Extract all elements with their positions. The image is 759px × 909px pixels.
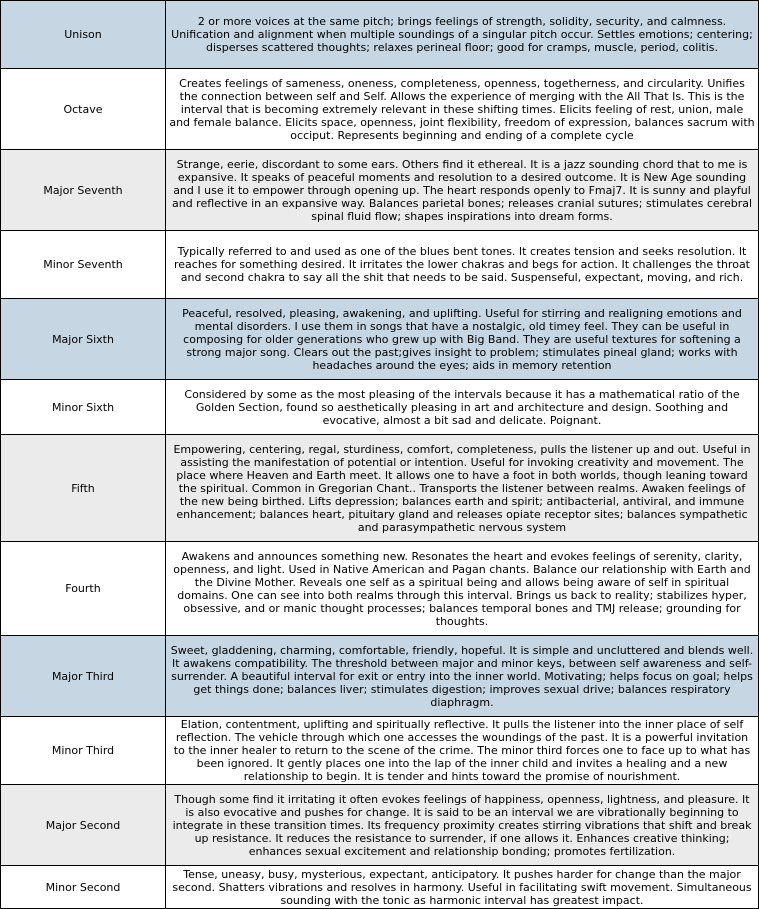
interval-row xyxy=(1,435,759,542)
interval-row xyxy=(1,1,759,69)
interval-name: Major Seventh xyxy=(1,150,166,231)
interval-description: Tense, uneasy, busy, mysterious, expectant, anticipatory. It pushes harder for change than the major second. Shatters vibrations and resolves in harmony. Useful in facilitating swift movement. Simultaneous sounding with the tonic as harmonic interval has greatest impact. xyxy=(166,866,759,909)
interval-description: Though some find it irritating it often evokes feelings of happiness, openness, lightness, and pleasure. It is also evocative and pushes for change. It is said to be an interval we are vibrationally beginning to integrate in these transition times. Its frequency proximity creates stirring vibrations that shift and break up resistance. It reduces the resistance to surrender, if one allows it. Enhances creative thinking; enhances sexual excitement and relationship bonding; promotes fertilization. xyxy=(166,785,759,866)
interval-name: Minor Second xyxy=(1,866,166,909)
intervals-table-body xyxy=(1,1,759,909)
interval-row xyxy=(1,380,759,435)
interval-row xyxy=(1,69,759,150)
interval-description: Considered by some as the most pleasing of the intervals because it has a mathematical ratio of the Golden Section, found so aesthetically pleasing in art and architecture and design. Soothing and evocative, almost a bit sad and delicate. Poignant. xyxy=(166,380,759,435)
interval-description: Creates feelings of sameness, oneness, completeness, openness, togetherness, and circularity. Unifies the connection between self and Self. Allows the experience of merging with the All That Is. This is the interval that is becoming extremely relevant in these shifting times. Elicits feeling of rest, union, male and female balance. Elicits space, openness, joint flexibility, freedom of expression, balances sacrum with occiput. Represents beginning and ending of a complete cycle xyxy=(166,69,759,150)
interval-description: Empowering, centering, regal, sturdiness, comfort, completeness, pulls the listener up and out. Useful in assisting the manifestation of potential or intention. Useful for invoking creativity and movement. The place where Heaven and Earth meet. It allows one to have a foot in both worlds, though leaning toward the spiritual. Common in Gregorian Chant.. Transports the listener between realms. Awaken feelings of the new being birthed. Lifts depression; balances earth and spirit; antibacterial, antiviral, and immune enhancement; balances heart, pituitary gland and releases opiate receptor sites; balances sympathetic and parasympathetic nervous system xyxy=(166,435,759,542)
interval-name: Minor Third xyxy=(1,717,166,785)
interval-name: Minor Seventh xyxy=(1,231,166,299)
interval-name: Major Second xyxy=(1,785,166,866)
interval-name: Fourth xyxy=(1,542,166,636)
interval-row xyxy=(1,636,759,717)
interval-name: Unison xyxy=(1,1,166,69)
interval-row xyxy=(1,866,759,909)
interval-name: Major Sixth xyxy=(1,299,166,380)
interval-row xyxy=(1,542,759,636)
interval-name: Octave xyxy=(1,69,166,150)
interval-description: Awakens and announces something new. Resonates the heart and evokes feelings of serenity, clarity, openness, and light. Used in Native American and Pagan chants. Balance our relationship with Earth and the Divine Mother. Reveals one self as a spiritual being and allows being aware of self in spiritual domains. One can see into both realms through this interval. Brings us back to reality; stabilizes hyper, obsessive, and or manic thought processes; balances temporal bones and TMJ release; grounding for thoughts. xyxy=(166,542,759,636)
interval-description: Strange, eerie, discordant to some ears. Others find it ethereal. It is a jazz sounding chord that to me is expansive. It speaks of peaceful moments and resolution to a desired outcome. It is New Age sounding and I use it to empower through opening up. The heart responds openly to Fmaj7. It is sunny and playful and reflective in an expansive way. Balances parietal bones; releases cranial sutures; stimulates cerebral spinal fluid flow; shapes inspirations into dream forms. xyxy=(166,150,759,231)
interval-name: Major Third xyxy=(1,636,166,717)
interval-name: Minor Sixth xyxy=(1,380,166,435)
interval-name: Fifth xyxy=(1,435,166,542)
interval-row xyxy=(1,299,759,380)
interval-row xyxy=(1,231,759,299)
interval-row xyxy=(1,150,759,231)
interval-description: Elation, contentment, uplifting and spiritually reflective. It pulls the listener into the inner place of self reflection. The vehicle through which one accesses the woundings of the past. It is a powerful invitation to the inner healer to return to the scene of the crime. The minor third forces one to face up to what has been ignored. It gently places one into the lap of the inner child and invites a healing and a new relationship to begin. It is tender and hints toward the promise of nourishment. xyxy=(166,717,759,785)
interval-description: 2 or more voices at the same pitch; brings feelings of strength, solidity, security, and calmness. Unification and alignment when multiple soundings of a singular pitch occur. Settles emotions; centering; disperses scattered thoughts; relaxes perineal floor; good for cramps, muscle, period, colitis. xyxy=(166,1,759,69)
interval-description: Sweet, gladdening, charming, comfortable, friendly, hopeful. It is simple and uncluttered and blends well. It awakens compatibility. The threshold between major and minor keys, between self awareness and self-surrender. A beautiful interval for exit or entry into the inner world. Motivating; helps focus on goal; helps get things done; balances liver; stimulates digestion; improves sexual drive; balances respiratory diaphragm. xyxy=(166,636,759,717)
interval-description: Peaceful, resolved, pleasing, awakening, and uplifting. Useful for stirring and realigning emotions and mental disorders. I use them in songs that have a nostalgic, old timey feel. They can be useful in composing for older generations who grew up with Big Band. They are useful textures for softening a strong major song. Clears out the past;gives insight to problem; stimulates pineal gland; works with headaches around the eyes; aids in memory retention xyxy=(166,299,759,380)
interval-row xyxy=(1,717,759,785)
interval-description: Typically referred to and used as one of the blues bent tones. It creates tension and seeks resolution. It reaches for something desired. It irritates the lower chakras and begs for action. It challenges the throat and second chakra to say all the shit that needs to be said. Suspenseful, expectant, moving, and rich. xyxy=(166,231,759,299)
interval-row xyxy=(1,785,759,866)
